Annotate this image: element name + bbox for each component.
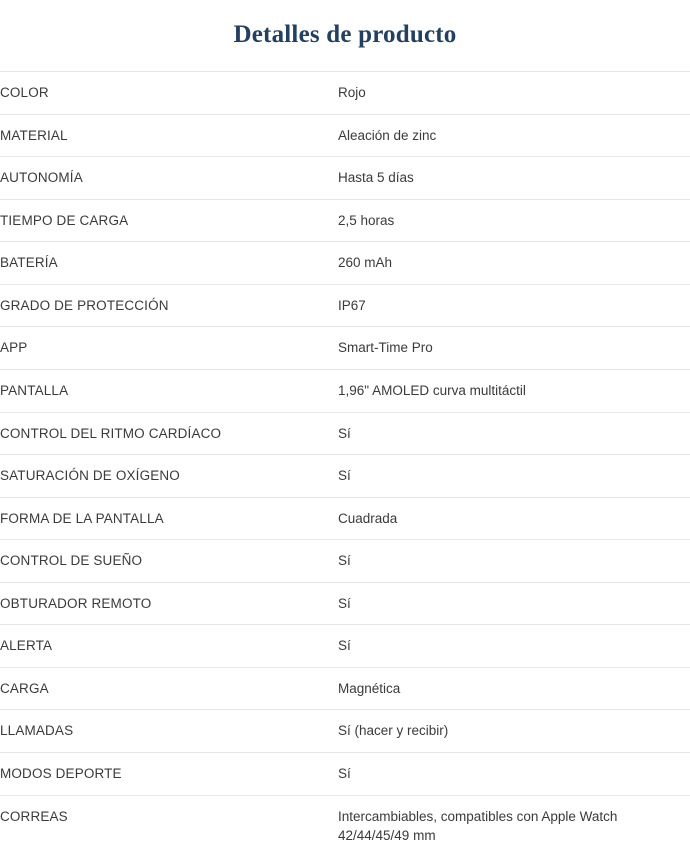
spec-label: CARGA (0, 680, 49, 696)
table-row (0, 242, 690, 285)
table-row (0, 327, 690, 370)
spec-label: MODOS DEPORTE (0, 766, 122, 781)
spec-value: Sí (338, 468, 351, 484)
table-row (0, 199, 690, 242)
spec-label: SATURACIÓN DE OXÍGENO (0, 468, 180, 484)
spec-label: CONTROL DE SUEÑO (0, 553, 143, 569)
spec-value: IP67 (338, 297, 366, 313)
spec-label: OBTURADOR REMOTO (0, 595, 152, 611)
spec-value: Rojo (338, 85, 366, 100)
spec-value: Magnética (338, 680, 401, 696)
table-row (0, 710, 690, 753)
table-row (0, 795, 690, 857)
table-row (0, 582, 690, 625)
spec-value: Sí (338, 638, 351, 654)
spec-value: Sí (338, 425, 351, 441)
spec-value: Sí (338, 766, 351, 781)
spec-label: AUTONOMÍA (0, 170, 83, 186)
product-specs-table (0, 71, 690, 857)
spec-value: Cuadrada (338, 510, 398, 526)
table-row (0, 369, 690, 412)
spec-value: Sí (338, 595, 351, 611)
spec-value: 260 mAh (338, 255, 393, 271)
table-row (0, 753, 690, 796)
table-row (0, 412, 690, 455)
spec-label: COLOR (0, 85, 49, 100)
spec-label: LLAMADAS (0, 723, 74, 739)
spec-value: 2,5 horas (338, 212, 395, 228)
spec-value: Sí (338, 553, 351, 569)
table-row (0, 157, 690, 200)
spec-label: CONTROL DEL RITMO CARDÍACO (0, 425, 222, 441)
page-title: Detalles de producto (233, 21, 457, 48)
spec-value: Sí (hacer y recibir) (338, 723, 449, 739)
spec-label: GRADO DE PROTECCIÓN (0, 297, 169, 313)
spec-label: PANTALLA (0, 382, 69, 398)
spec-value: Smart-Time Pro (338, 340, 433, 356)
table-row (0, 114, 690, 157)
spec-label: BATERÍA (0, 255, 58, 271)
spec-value: Intercambiables, compatibles con Apple Watch 42/44/45/49 mm (338, 808, 618, 844)
spec-value: 1,96" AMOLED curva multitáctil (338, 382, 526, 398)
spec-value: Hasta 5 días (338, 170, 414, 186)
product-specs-body (0, 72, 690, 857)
table-row (0, 72, 690, 115)
spec-label: ALERTA (0, 638, 53, 654)
table-row (0, 497, 690, 540)
table-row (0, 667, 690, 710)
table-row (0, 284, 690, 327)
table-row (0, 455, 690, 498)
spec-label: TIEMPO DE CARGA (0, 212, 129, 228)
spec-value: Aleación de zinc (338, 127, 437, 143)
spec-label: MATERIAL (0, 127, 68, 143)
table-row (0, 540, 690, 583)
spec-label: APP (0, 340, 28, 356)
spec-label: FORMA DE LA PANTALLA (0, 510, 164, 526)
spec-label: CORREAS (0, 808, 68, 824)
table-row (0, 625, 690, 668)
